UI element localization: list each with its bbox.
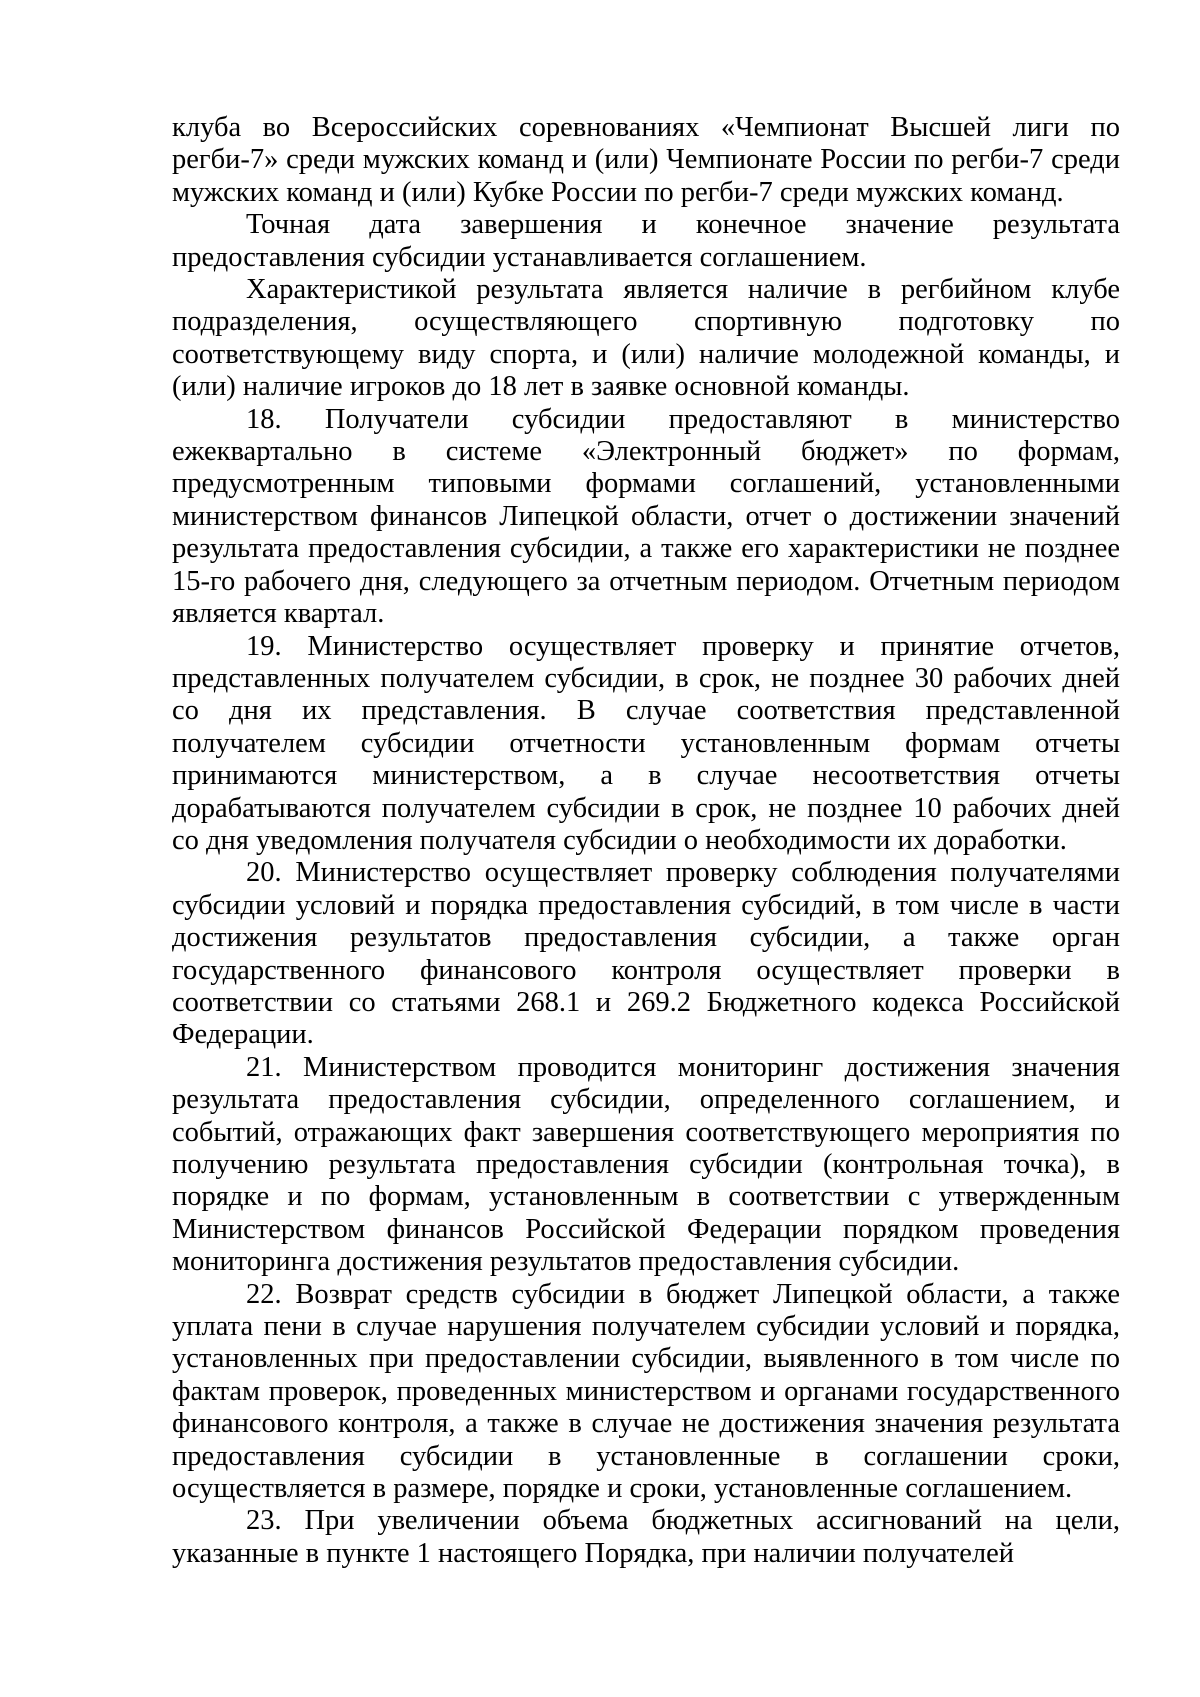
document-page (172, 112, 1120, 1570)
paragraph-18: 18. Получатели субсидии предоставляют в министерство ежеквартально в системе «Электронный бюджет» по формам, предусмотренным типовыми формами соглашений, установленными министерством финансов Липецкой области, отчет о достижении значений результата предоставления субсидии, а также его характеристики не позднее 15-го рабочего дня, следующего за отчетным периодом. Отчетным периодом является квартал. (172, 403, 1120, 630)
paragraph-continuation: клуба во Всероссийских соревнованиях «Чемпионат Высшей лиги по регби-7» среди мужских команд и (или) Чемпионате России по регби-7 среди мужских команд и (или) Кубке России по регби-7 среди мужских команд. (172, 112, 1120, 208)
paragraph-23: 23. При увеличении объема бюджетных ассигнований на цели, указанные в пункте 1 настоящего Порядка, при наличии получателей (172, 1505, 1120, 1569)
paragraph-result-characteristic: Характеристикой результата является наличие в регбийном клубе подразделения, осуществляющего спортивную подготовку по соответствующему виду спорта, и (или) наличие молодежной команды, и (или) наличие игроков до 18 лет в заявке основной команды. (172, 274, 1120, 403)
paragraph-20: 20. Министерство осуществляет проверку соблюдения получателями субсидии условий и порядка предоставления субсидий, в том числе в части достижения результатов предоставления субсидии, а также орган государственного финансового контроля осуществляет проверки в соответствии со статьями 268.1 и 269.2 Бюджетного кодекса Российской Федерации. (172, 857, 1120, 1051)
paragraph-22: 22. Возврат средств субсидии в бюджет Липецкой области, а также уплата пени в случае нарушения получателем субсидии условий и порядка, установленных при предоставлении субсидии, выявленного в том числе по фактам проверок, проведенных министерством и органами государственного финансового контроля, а также в случае не достижения значения результата предоставления субсидии в установленные в соглашении сроки, осуществляется в размере, порядке и сроки, установленные соглашением. (172, 1278, 1120, 1505)
paragraph-21: 21. Министерством проводится мониторинг достижения значения результата предоставления субсидии, определенного соглашением, и событий, отражающих факт завершения соответствующего мероприятия по получению результата предоставления субсидии (контрольная точка), в порядке и по формам, установленным в соответствии с утвержденным Министерством финансов Российской Федерации порядком проведения мониторинга достижения результатов предоставления субсидии. (172, 1051, 1120, 1278)
paragraph-19: 19. Министерство осуществляет проверку и принятие отчетов, представленных получателем субсидии, в срок, не позднее 30 рабочих дней со дня их представления. В случае соответствия представленной получателем субсидии отчетности установленным формам отчеты принимаются министерством, а в случае несоответствия отчеты дорабатываются получателем субсидии в срок, не позднее 10 рабочих дней со дня уведомления получателя субсидии о необходимости их доработки. (172, 630, 1120, 856)
paragraph-result-date: Точная дата завершения и конечное значение результата предоставления субсидии устанавливается соглашением. (172, 209, 1120, 273)
